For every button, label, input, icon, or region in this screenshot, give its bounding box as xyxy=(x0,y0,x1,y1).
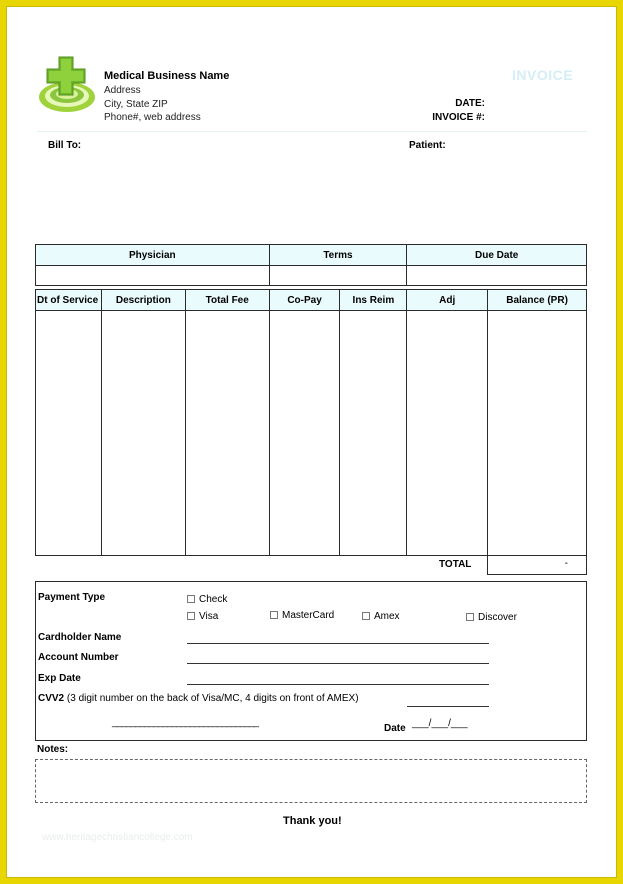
physician-header: Physician xyxy=(36,245,270,266)
account-number-label: Account Number xyxy=(38,652,119,663)
amex-label: Amex xyxy=(374,611,400,622)
payment-date-label: Date xyxy=(384,723,406,734)
payment-date-blank[interactable]: ___/___/___ xyxy=(412,718,468,729)
patient-label: Patient: xyxy=(409,140,446,151)
adj-column[interactable] xyxy=(407,311,488,556)
amex-checkbox[interactable] xyxy=(362,612,370,620)
check-option[interactable] xyxy=(187,594,227,605)
total-value: - xyxy=(564,558,568,569)
exp-date-label: Exp Date xyxy=(38,673,81,684)
discover-label: Discover xyxy=(478,612,517,623)
exp-date-line[interactable] xyxy=(187,684,489,685)
mastercard-label: MasterCard xyxy=(282,610,335,621)
balance-column[interactable] xyxy=(488,311,587,556)
total-fee-header: Total Fee xyxy=(185,290,269,311)
visa-label: Visa xyxy=(199,611,219,622)
total-row xyxy=(35,553,587,575)
thank-you: Thank you! xyxy=(283,815,342,827)
business-city: City, State ZIP xyxy=(104,99,168,110)
copay-column[interactable] xyxy=(269,311,340,556)
notes-box[interactable] xyxy=(35,759,587,803)
cardholder-label: Cardholder Name xyxy=(38,632,122,643)
invoice-number-label: INVOICE #: xyxy=(432,112,485,123)
terms-cell[interactable] xyxy=(269,266,407,286)
terms-header: Terms xyxy=(269,245,407,266)
adj-header: Adj xyxy=(407,290,488,311)
discover-checkbox[interactable] xyxy=(466,613,474,621)
cardholder-line[interactable] xyxy=(187,643,489,644)
physician-table xyxy=(35,244,587,286)
cvv-row xyxy=(38,693,359,704)
visa-option[interactable] xyxy=(187,611,218,622)
services-table xyxy=(35,289,587,556)
cvv-label: CVV2 xyxy=(38,693,65,704)
invoice-page xyxy=(6,6,617,878)
physician-cell[interactable] xyxy=(36,266,270,286)
business-name: Medical Business Name xyxy=(104,70,230,82)
medical-cross-logo xyxy=(37,53,97,115)
mastercard-checkbox[interactable] xyxy=(270,611,278,619)
due-date-cell[interactable] xyxy=(407,266,587,286)
cvv-note: (3 digit number on the back of Visa/MC, 4 digits on front of AMEX) xyxy=(66,693,359,704)
copay-header: Co-Pay xyxy=(269,290,340,311)
invoice-title: INVOICE xyxy=(512,67,574,83)
amex-option[interactable] xyxy=(362,611,400,622)
bill-to-label: Bill To: xyxy=(48,140,82,151)
description-header: Description xyxy=(101,290,185,311)
payment-section xyxy=(35,581,587,741)
cvv-line[interactable] xyxy=(407,706,489,707)
watermark: www.heritagechristiancollege.com xyxy=(42,832,193,843)
total-value-box xyxy=(487,553,587,575)
due-date-header: Due Date xyxy=(407,245,587,266)
description-column[interactable] xyxy=(101,311,185,556)
check-checkbox[interactable] xyxy=(187,595,195,603)
balance-header: Balance (PR) xyxy=(488,290,587,311)
service-date-column[interactable] xyxy=(36,311,102,556)
signature-line[interactable]: ________________________________ xyxy=(112,717,258,728)
date-label: DATE: xyxy=(455,98,485,109)
mastercard-option[interactable] xyxy=(270,610,334,621)
service-date-header: Dt of Service xyxy=(36,290,102,311)
total-label: TOTAL xyxy=(439,559,472,570)
ins-reim-column[interactable] xyxy=(340,311,407,556)
ins-reim-header: Ins Reim xyxy=(340,290,407,311)
total-fee-column[interactable] xyxy=(185,311,269,556)
business-address: Address xyxy=(104,85,141,96)
account-number-line[interactable] xyxy=(187,663,489,664)
discover-option[interactable] xyxy=(466,612,517,623)
notes-label: Notes: xyxy=(37,744,69,755)
payment-type-label: Payment Type xyxy=(38,592,106,603)
check-label: Check xyxy=(199,594,228,605)
visa-checkbox[interactable] xyxy=(187,612,195,620)
header-divider xyxy=(37,131,587,132)
business-contact: Phone#, web address xyxy=(104,112,201,123)
